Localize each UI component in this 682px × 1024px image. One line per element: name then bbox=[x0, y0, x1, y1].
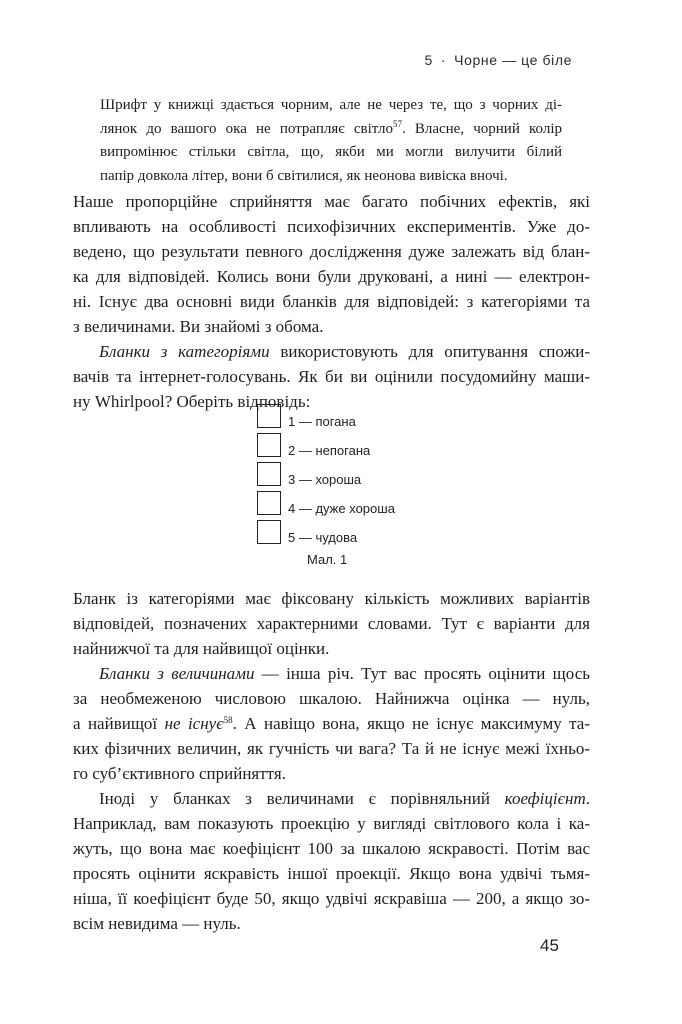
paragraph-line: ну Whirlpool? Оберіть відповідь: bbox=[73, 392, 311, 411]
quote-line: папір довкола літер, вони б світилися, як неонова вивіска вночі. bbox=[100, 167, 508, 184]
chapter-number: 5 bbox=[424, 52, 433, 68]
quote-line: лянок до вашого ока не потрапляє світло$^{57}$. Власне, чорний колір bbox=[100, 118, 562, 137]
paragraph-line: відповідей, позначених характерними словами. Тут є варіанти для bbox=[73, 614, 590, 633]
rating-option bbox=[257, 491, 457, 520]
paragraph-line: го суб’єктивного сприйняття. bbox=[73, 764, 286, 783]
paragraph-line: з величинами. Ви знайомі з обома. bbox=[73, 317, 324, 336]
checkbox[interactable] bbox=[257, 491, 281, 515]
header-separator: · bbox=[440, 52, 447, 68]
emphasis-term: Бланки з величинами bbox=[99, 664, 255, 683]
rating-option-label: 4 — дуже хороша bbox=[288, 501, 395, 516]
paragraph-line: впливають на особливості психофізичних експериментів. Уже до- bbox=[73, 217, 590, 236]
paragraph-line: ведено, що результати певного дослідження дуже залежать від блан- bbox=[73, 242, 590, 261]
figure-rating-form bbox=[257, 404, 457, 567]
footnote-marker-57: 57 bbox=[392, 118, 402, 129]
paragraph-line: Іноді у бланках з величинами є порівняльний коефіцієнт. bbox=[99, 789, 590, 808]
checkbox[interactable] bbox=[257, 404, 281, 428]
paragraph-line: Наше пропорційне сприйняття має багато побічних ефектів, які bbox=[73, 192, 590, 211]
paragraph-line: ні. Існує два основні види бланків для відповідей: з категоріями та bbox=[73, 292, 590, 311]
paragraph-line: Бланки з категоріями використовують для опитування спожи- bbox=[99, 342, 590, 361]
paragraph-line: ка для відповідей. Колись вони були друковані, а нині — електрон- bbox=[73, 267, 590, 286]
paragraph-line: ніша, її коефіцієнт буде 50, якщо удвічі яскравіша — 200, а якщо зо- bbox=[73, 889, 590, 908]
checkbox[interactable] bbox=[257, 520, 281, 544]
rating-option-label: 1 — погана bbox=[288, 414, 356, 429]
checkbox[interactable] bbox=[257, 462, 281, 486]
paragraph-line: Наприклад, вам показують проекцію у вигляді світлового кола і ка- bbox=[73, 814, 590, 833]
running-head bbox=[425, 52, 572, 68]
footnote-marker-58: 58 bbox=[223, 715, 233, 725]
paragraph-line: Бланк із категоріями має фіксовану кількість можливих варіантів bbox=[73, 589, 590, 608]
paragraph-line: просять оцінити яскравість іншої проекції. Якщо вона удвічі тьмя- bbox=[73, 864, 590, 883]
paragraph-line: Бланки з величинами — інша річ. Тут вас просять оцінити щось bbox=[99, 664, 590, 683]
emphasis-term: коефіцієнт bbox=[504, 789, 586, 808]
rating-option-label: 2 — непогана bbox=[288, 443, 371, 458]
rating-option bbox=[257, 520, 457, 549]
quote-line: Шрифт у книжці здається чорним, але не через те, що з чорних ді- bbox=[100, 97, 562, 113]
quote-line: випромінює стільки світла, що, якби ми могли вилучити білий bbox=[100, 144, 562, 161]
rating-option bbox=[257, 462, 457, 491]
paragraph-line: жуть, що вона має коефіцієнт 100 за шкалою яскравості. Потім вас bbox=[73, 839, 590, 858]
paragraph-line: вачів та інтернет-голосувань. Як би ви оцінили посудомийну маши- bbox=[73, 367, 590, 386]
paragraph-line: а найвищої не існує$^{58}$. А навіщо вона, якщо не існує максимуму та- bbox=[73, 714, 591, 733]
rating-option-label: 5 — чудова bbox=[288, 530, 358, 545]
paragraph-line: найнижчої та для найвищої оцінки. bbox=[73, 639, 330, 658]
body-text-block-1 bbox=[73, 189, 590, 414]
chapter-title: Чорне — це біле bbox=[454, 52, 572, 68]
emphasis-term: Бланки з категоріями bbox=[99, 342, 270, 361]
page-number: 45 bbox=[540, 936, 559, 955]
paragraph-line: ких фізичних величин, як гучність чи вага? Та й не існує межі їхньо- bbox=[73, 739, 590, 758]
rating-option bbox=[257, 404, 457, 433]
rating-option bbox=[257, 433, 457, 462]
paragraph-line: всім невидима — нуль. bbox=[73, 914, 241, 933]
paragraph-line: за необмеженою числовою шкалою. Найнижча оцінка — нуль, bbox=[73, 689, 590, 708]
epigraph-quote bbox=[100, 94, 562, 188]
figure-caption: Мал. 1 bbox=[307, 552, 348, 567]
emphasis-term: не існує bbox=[164, 714, 224, 733]
rating-option-label: 3 — хороша bbox=[288, 472, 362, 487]
checkbox[interactable] bbox=[257, 433, 281, 457]
body-text-block-2 bbox=[73, 586, 590, 936]
